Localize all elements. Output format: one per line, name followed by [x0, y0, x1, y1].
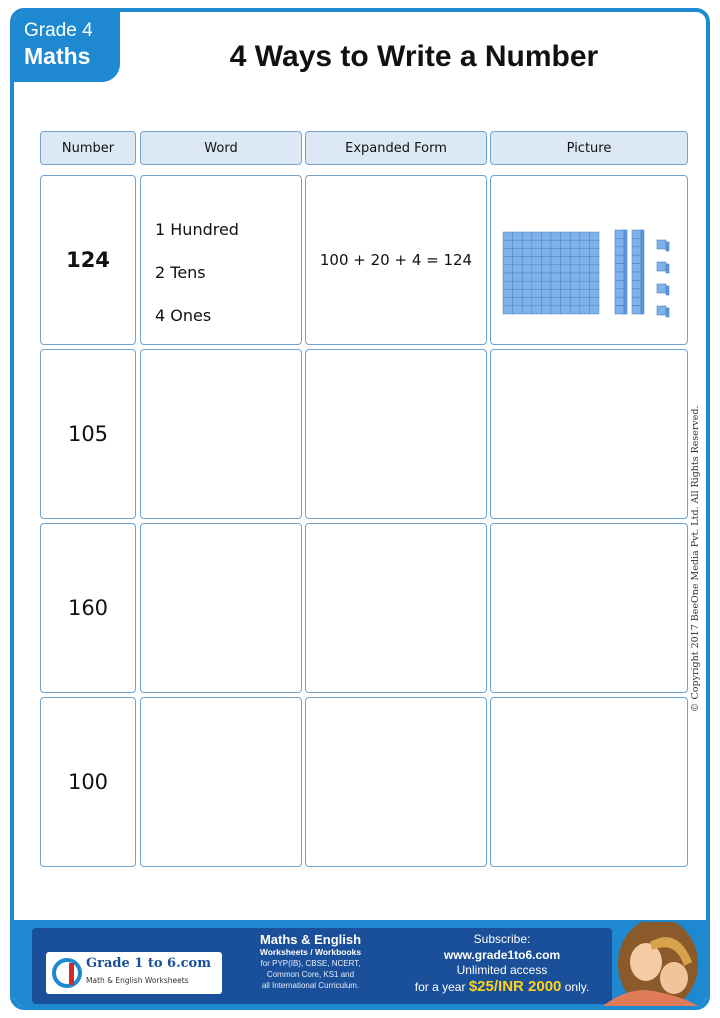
- hundred-unit: [532, 240, 542, 248]
- hundred-unit: [513, 265, 523, 273]
- example-word-cell: [140, 175, 302, 345]
- hundred-unit: [503, 248, 513, 256]
- row-3-picture[interactable]: [490, 697, 688, 867]
- hundred-unit: [551, 281, 561, 289]
- hundred-unit: [589, 273, 599, 281]
- hundred-unit: [570, 248, 580, 256]
- hundred-unit: [522, 298, 532, 306]
- hundred-unit: [541, 281, 551, 289]
- header-word: Word: [140, 131, 302, 165]
- hundred-unit: [513, 232, 523, 240]
- hundred-unit: [551, 240, 561, 248]
- subscribe-label: Subscribe:: [473, 932, 531, 946]
- hundred-unit: [532, 273, 542, 281]
- hundred-unit: [570, 232, 580, 240]
- logo-title: Grade 1 to 6.com: [86, 956, 211, 971]
- site-logo[interactable]: [46, 952, 222, 994]
- hundred-unit: [580, 306, 590, 314]
- footer-panel: [32, 928, 612, 1004]
- hundred-unit: [551, 289, 561, 297]
- one-cube-side: [666, 264, 669, 273]
- word-tens: 2 Tens: [155, 263, 206, 282]
- row-2-picture[interactable]: [490, 523, 688, 693]
- hundred-unit: [503, 289, 513, 297]
- hundred-unit: [580, 257, 590, 265]
- ten-rod-unit: [632, 272, 641, 280]
- hundred-unit: [503, 265, 513, 273]
- hundred-unit: [589, 257, 599, 265]
- row-3-word[interactable]: [140, 697, 302, 867]
- base-ten-blocks: [491, 176, 686, 343]
- hundred-unit: [589, 265, 599, 273]
- hundred-unit: [513, 257, 523, 265]
- hundred-unit: [503, 240, 513, 248]
- row-1-expanded[interactable]: [305, 349, 487, 519]
- hundred-unit: [551, 306, 561, 314]
- ten-rod-unit: [615, 247, 624, 255]
- hundred-unit: [522, 257, 532, 265]
- hundred-unit: [570, 298, 580, 306]
- ten-rod-unit: [632, 280, 641, 288]
- hundred-unit: [580, 232, 590, 240]
- hundred-unit: [503, 306, 513, 314]
- hundred-unit: [551, 257, 561, 265]
- hundred-unit: [503, 273, 513, 281]
- hundred-unit: [513, 306, 523, 314]
- hundred-unit: [513, 240, 523, 248]
- ten-rod-unit: [632, 230, 641, 238]
- promo-subtitle: Worksheets / Workbooks: [259, 947, 362, 957]
- ten-rod-side: [624, 230, 627, 314]
- hundred-unit: [570, 306, 580, 314]
- promo-photo-mother-child: [588, 922, 704, 1010]
- hundred-unit: [513, 281, 523, 289]
- row-1-picture[interactable]: [490, 349, 688, 519]
- hundred-unit: [570, 281, 580, 289]
- hundred-unit: [580, 298, 590, 306]
- grade-label: Grade 4: [24, 20, 93, 41]
- row-1-number: 105: [40, 349, 136, 519]
- hundred-unit: [589, 232, 599, 240]
- hundred-unit: [589, 289, 599, 297]
- ten-rod-unit: [632, 289, 641, 297]
- hundred-unit: [580, 240, 590, 248]
- hundred-unit: [561, 240, 571, 248]
- hundred-unit: [532, 257, 542, 265]
- hundred-unit: [503, 257, 513, 265]
- hundred-unit: [503, 232, 513, 240]
- hundred-unit: [522, 281, 532, 289]
- promo-line: Common Core, KS1 and: [266, 970, 355, 979]
- hundred-unit: [551, 232, 561, 240]
- ten-rod-unit: [615, 280, 624, 288]
- hundred-unit: [589, 298, 599, 306]
- hundred-unit: [541, 240, 551, 248]
- hundred-unit: [580, 281, 590, 289]
- footer-banner: [14, 920, 706, 1010]
- ten-rod-unit: [632, 297, 641, 305]
- grade-badge: [14, 12, 120, 82]
- hundred-unit: [532, 306, 542, 314]
- hundred-unit: [561, 257, 571, 265]
- only-text: only.: [564, 980, 590, 994]
- hundred-unit: [522, 265, 532, 273]
- hundred-unit: [589, 240, 599, 248]
- hundred-unit: [503, 298, 513, 306]
- hundred-unit: [589, 248, 599, 256]
- subject-label: Maths: [24, 43, 91, 69]
- hundred-unit: [580, 273, 590, 281]
- hundred-unit: [522, 232, 532, 240]
- row-3-number: 100: [40, 697, 136, 867]
- header-expanded-form: Expanded Form: [305, 131, 487, 165]
- hundred-unit: [532, 232, 542, 240]
- ten-rod-unit: [615, 255, 624, 263]
- hundred-unit: [561, 281, 571, 289]
- ten-rod-unit: [615, 264, 624, 272]
- hundred-unit: [551, 248, 561, 256]
- word-ones: 4 Ones: [155, 306, 212, 325]
- hundred-unit: [570, 265, 580, 273]
- hundred-unit: [513, 248, 523, 256]
- hundred-unit: [561, 248, 571, 256]
- hundred-unit: [551, 298, 561, 306]
- hundred-unit: [541, 298, 551, 306]
- row-1-word[interactable]: [140, 349, 302, 519]
- hundred-unit: [503, 281, 513, 289]
- promo-block: [228, 932, 393, 991]
- hundred-unit: [532, 298, 542, 306]
- hundred-unit: [580, 248, 590, 256]
- hundred-unit: [561, 232, 571, 240]
- hundred-flat-block: [503, 232, 599, 314]
- ten-rod-side: [641, 230, 644, 314]
- hundred-unit: [522, 306, 532, 314]
- worksheet: [10, 8, 710, 1010]
- promo-line: all International Curriculum.: [261, 981, 360, 990]
- hundred-unit: [532, 289, 542, 297]
- hundred-unit: [522, 289, 532, 297]
- hundred-unit: [532, 265, 542, 273]
- hundred-unit: [522, 273, 532, 281]
- hundred-unit: [570, 240, 580, 248]
- hundred-unit: [551, 265, 561, 273]
- ten-rod-unit: [615, 297, 624, 305]
- hundred-unit: [561, 273, 571, 281]
- ten-rod-unit: [632, 264, 641, 272]
- header-picture: Picture: [490, 131, 688, 165]
- example-picture-cell: [490, 175, 688, 345]
- one-cube: [657, 262, 666, 271]
- one-cube: [657, 240, 666, 249]
- one-cube-side: [666, 242, 669, 251]
- page-title: 4 Ways to Write a Number: [229, 40, 599, 73]
- row-3-expanded[interactable]: [305, 697, 487, 867]
- hundred-unit: [541, 265, 551, 273]
- hundred-unit: [580, 289, 590, 297]
- subscribe-block: [392, 932, 612, 996]
- header-number: Number: [40, 131, 136, 165]
- one-cube: [657, 284, 666, 293]
- ten-rod-unit: [615, 238, 624, 246]
- logo-subtitle: Math & English Worksheets: [86, 976, 189, 985]
- ten-rod-unit: [632, 238, 641, 246]
- hundred-unit: [570, 257, 580, 265]
- hundred-unit: [532, 281, 542, 289]
- row-2-number: 160: [40, 523, 136, 693]
- hundred-unit: [541, 232, 551, 240]
- logo-mark-icon: [52, 955, 82, 991]
- copyright-notice: © Copyright 2017 BeeOne Media Pvt. Ltd. All Rights Reserved.: [690, 405, 701, 712]
- word-hundreds: 1 Hundred: [155, 220, 239, 239]
- hundred-unit: [589, 281, 599, 289]
- year-text: for a year: [414, 980, 466, 994]
- hundred-unit: [541, 289, 551, 297]
- site-url-link[interactable]: www.grade1to6.com: [443, 948, 561, 962]
- one-cube-side: [666, 308, 669, 317]
- hundred-unit: [561, 265, 571, 273]
- one-cube: [657, 306, 666, 315]
- hundred-unit: [522, 240, 532, 248]
- hundred-unit: [561, 298, 571, 306]
- row-2-expanded[interactable]: [305, 523, 487, 693]
- hundred-unit: [580, 265, 590, 273]
- example-expanded-form: 100 + 20 + 4 = 124: [305, 175, 487, 345]
- row-2-word[interactable]: [140, 523, 302, 693]
- ten-rod-unit: [632, 255, 641, 263]
- hundred-unit: [541, 273, 551, 281]
- hundred-unit: [561, 306, 571, 314]
- hundred-unit: [551, 273, 561, 281]
- access-text: Unlimited access: [456, 963, 548, 977]
- example-number: 124: [40, 175, 136, 345]
- price: $25/INR 2000: [468, 978, 562, 995]
- hundred-unit: [532, 248, 542, 256]
- hundred-unit: [513, 273, 523, 281]
- price-line: [392, 978, 612, 996]
- ten-rod-unit: [615, 289, 624, 297]
- ten-rod-unit: [632, 306, 641, 314]
- hundred-unit: [561, 289, 571, 297]
- one-cube-side: [666, 286, 669, 295]
- hundred-unit: [541, 248, 551, 256]
- hundred-unit: [541, 306, 551, 314]
- hundred-unit: [513, 289, 523, 297]
- ten-rod-unit: [615, 272, 624, 280]
- hundred-unit: [513, 298, 523, 306]
- hundred-unit: [541, 257, 551, 265]
- hundred-unit: [570, 273, 580, 281]
- ten-rod-unit: [615, 230, 624, 238]
- ten-rod-unit: [632, 247, 641, 255]
- hundred-unit: [522, 248, 532, 256]
- promo-line: for PYP(IB), CBSE, NCERT,: [260, 959, 361, 968]
- ten-rod-unit: [615, 306, 624, 314]
- promo-title: Maths & English: [259, 932, 362, 947]
- hundred-unit: [589, 306, 599, 314]
- hundred-unit: [570, 289, 580, 297]
